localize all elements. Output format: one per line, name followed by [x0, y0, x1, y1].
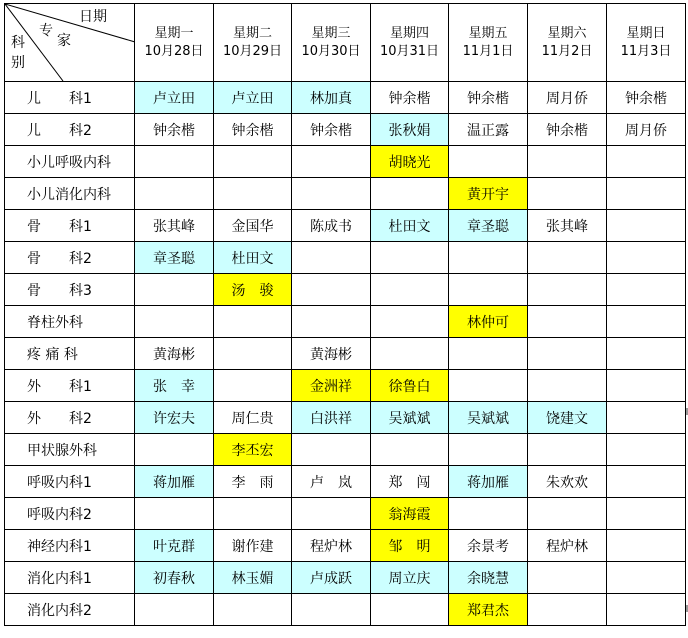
- table-row: [5, 274, 686, 306]
- expert-cell: 朱欢欢: [528, 466, 607, 498]
- expert-cell: [292, 274, 371, 306]
- expert-cell: [292, 306, 371, 338]
- expert-cell: 卢立田: [135, 82, 214, 114]
- expert-cell: 胡晓光: [371, 146, 449, 178]
- expert-cell: [528, 562, 607, 594]
- expert-cell: [214, 178, 292, 210]
- department-cell: 外 科2: [5, 402, 135, 434]
- expert-cell: [292, 594, 371, 626]
- department-cell: 甲状腺外科: [5, 434, 135, 466]
- expert-cell: [292, 498, 371, 530]
- expert-cell: 金国华: [214, 210, 292, 242]
- expert-cell: 程炉林: [292, 530, 371, 562]
- expert-cell: [528, 306, 607, 338]
- table-row: [5, 434, 686, 466]
- expert-cell: [292, 242, 371, 274]
- expert-cell: 林玉媚: [214, 562, 292, 594]
- expert-cell: 张秋娟: [371, 114, 449, 146]
- expert-cell: [135, 178, 214, 210]
- corner-cell: 日期 专 家 科 别: [5, 4, 135, 82]
- expert-cell: [449, 274, 528, 306]
- expert-cell: 翁海霞: [371, 498, 449, 530]
- expert-cell: [607, 434, 686, 466]
- expert-cell: [371, 594, 449, 626]
- expert-cell: [607, 466, 686, 498]
- expert-cell: [528, 274, 607, 306]
- expert-cell: 余晓慧: [449, 562, 528, 594]
- expert-cell: [135, 274, 214, 306]
- expert-cell: [371, 274, 449, 306]
- expert-cell: 吴斌斌: [371, 402, 449, 434]
- department-cell: 呼吸内科1: [5, 466, 135, 498]
- expert-cell: 程炉林: [528, 530, 607, 562]
- expert-cell: [292, 178, 371, 210]
- expert-cell: [214, 306, 292, 338]
- expert-cell: [371, 338, 449, 370]
- expert-cell: [607, 178, 686, 210]
- expert-cell: 黄开宇: [449, 178, 528, 210]
- department-cell: 消化内科1: [5, 562, 135, 594]
- expert-cell: [607, 370, 686, 402]
- expert-cell: 陈成书: [292, 210, 371, 242]
- expert-cell: 章圣聪: [135, 242, 214, 274]
- expert-cell: 谢作建: [214, 530, 292, 562]
- department-cell: 骨 科3: [5, 274, 135, 306]
- expert-cell: [607, 594, 686, 626]
- expert-cell: [528, 434, 607, 466]
- department-cell: 神经内科1: [5, 530, 135, 562]
- department-cell: 骨 科2: [5, 242, 135, 274]
- expert-cell: [371, 178, 449, 210]
- header-row: [5, 4, 686, 82]
- expert-cell: [528, 498, 607, 530]
- expert-cell: [292, 146, 371, 178]
- expert-cell: 卢 岚: [292, 466, 371, 498]
- expert-cell: 张其峰: [135, 210, 214, 242]
- date-label: 11月3日: [620, 43, 672, 59]
- expert-cell: 卢立田: [214, 82, 292, 114]
- expert-cell: [607, 530, 686, 562]
- department-cell: 小儿呼吸内科: [5, 146, 135, 178]
- expert-cell: [449, 146, 528, 178]
- table-row: [5, 562, 686, 594]
- table-row: [5, 210, 686, 242]
- expert-cell: 邹 明: [371, 530, 449, 562]
- expert-cell: [607, 562, 686, 594]
- corner-date-label: 日期: [79, 9, 107, 25]
- expert-cell: 周仁贵: [214, 402, 292, 434]
- weekday-label: 星期一: [154, 25, 194, 41]
- date-label: 10月29日: [222, 43, 283, 59]
- expert-cell: 钟余楷: [292, 114, 371, 146]
- expert-cell: 蒋加雁: [135, 466, 214, 498]
- department-cell: 儿 科2: [5, 114, 135, 146]
- expert-cell: 杜田文: [371, 210, 449, 242]
- expert-cell: [449, 434, 528, 466]
- expert-cell: [528, 338, 607, 370]
- table-row: [5, 530, 686, 562]
- expert-cell: 钟余楷: [371, 82, 449, 114]
- expert-cell: 钟余楷: [607, 82, 686, 114]
- expert-cell: [528, 178, 607, 210]
- expert-cell: [214, 594, 292, 626]
- table-row: [5, 466, 686, 498]
- expert-cell: 张其峰: [528, 210, 607, 242]
- day-header-1: [135, 4, 214, 82]
- department-cell: 呼吸内科2: [5, 498, 135, 530]
- department-cell: 儿 科1: [5, 82, 135, 114]
- expert-cell: [371, 434, 449, 466]
- expert-cell: 周月侨: [528, 82, 607, 114]
- expert-cell: 卢成跃: [292, 562, 371, 594]
- expert-cell: [607, 210, 686, 242]
- weekday-label: 星期日: [626, 25, 666, 41]
- table-row: [5, 306, 686, 338]
- table-row: [5, 594, 686, 626]
- expert-cell: 汤 骏: [214, 274, 292, 306]
- expert-cell: [449, 338, 528, 370]
- table-row: [5, 114, 686, 146]
- expert-cell: [528, 594, 607, 626]
- day-header-3: [292, 4, 371, 82]
- expert-cell: 蒋加雁: [449, 466, 528, 498]
- expert-cell: [371, 242, 449, 274]
- expert-cell: 钟余楷: [214, 114, 292, 146]
- department-cell: 消化内科2: [5, 594, 135, 626]
- expert-cell: [449, 242, 528, 274]
- expert-cell: 黄海彬: [292, 338, 371, 370]
- weekday-label: 星期二: [232, 25, 272, 41]
- expert-cell: 郑君杰: [449, 594, 528, 626]
- expert-schedule-table: [4, 3, 686, 626]
- table-row: [5, 370, 686, 402]
- expert-cell: 钟余楷: [135, 114, 214, 146]
- table-row: [5, 338, 686, 370]
- expert-cell: 叶克群: [135, 530, 214, 562]
- expert-cell: 钟余楷: [449, 82, 528, 114]
- expert-cell: [214, 370, 292, 402]
- department-cell: 小儿消化内科: [5, 178, 135, 210]
- expert-cell: [607, 306, 686, 338]
- expert-cell: 黄海彬: [135, 338, 214, 370]
- expert-cell: 白洪祥: [292, 402, 371, 434]
- department-cell: 外 科1: [5, 370, 135, 402]
- date-label: 10月28日: [144, 43, 204, 59]
- expert-cell: 吴斌斌: [449, 402, 528, 434]
- schedule-body: [5, 4, 686, 626]
- expert-cell: 周立庆: [371, 562, 449, 594]
- date-label: 11月1日: [462, 43, 514, 59]
- expert-cell: 金洲祥: [292, 370, 371, 402]
- expert-cell: 温正露: [449, 114, 528, 146]
- expert-cell: 初春秋: [135, 562, 214, 594]
- expert-cell: 许宏夫: [135, 402, 214, 434]
- date-label: 11月2日: [541, 43, 593, 59]
- table-row: [5, 242, 686, 274]
- expert-cell: [607, 146, 686, 178]
- expert-cell: 徐鲁白: [371, 370, 449, 402]
- day-header-5: [449, 4, 528, 82]
- expert-cell: [528, 242, 607, 274]
- weekday-label: 星期三: [311, 25, 351, 41]
- expert-cell: [214, 338, 292, 370]
- expert-cell: [135, 146, 214, 178]
- expert-cell: [607, 242, 686, 274]
- expert-cell: 章圣聪: [449, 210, 528, 242]
- expert-cell: [607, 274, 686, 306]
- expert-cell: [607, 498, 686, 530]
- expert-cell: 张 幸: [135, 370, 214, 402]
- table-row: [5, 498, 686, 530]
- date-label: 10月31日: [379, 43, 440, 59]
- expert-cell: 林仲可: [449, 306, 528, 338]
- expert-cell: [135, 434, 214, 466]
- expert-cell: 饶建文: [528, 402, 607, 434]
- expert-cell: 杜田文: [214, 242, 292, 274]
- expert-cell: [607, 338, 686, 370]
- expert-cell: [449, 498, 528, 530]
- date-label: 10月30日: [301, 43, 361, 59]
- expert-cell: [135, 594, 214, 626]
- table-row: [5, 178, 686, 210]
- department-cell: 骨 科1: [5, 210, 135, 242]
- expert-cell: [528, 370, 607, 402]
- day-header-6: [528, 4, 607, 82]
- expert-cell: [292, 434, 371, 466]
- expert-cell: 郑 闯: [371, 466, 449, 498]
- weekday-label: 星期六: [547, 25, 587, 41]
- weekday-label: 星期四: [389, 25, 429, 41]
- table-row: [5, 146, 686, 178]
- day-header-7: [607, 4, 686, 82]
- expert-cell: [371, 306, 449, 338]
- expert-cell: [214, 498, 292, 530]
- expert-cell: [214, 146, 292, 178]
- expert-cell: 钟余楷: [528, 114, 607, 146]
- expert-cell: [607, 402, 686, 434]
- expert-cell: [449, 370, 528, 402]
- day-header-2: [214, 4, 292, 82]
- expert-cell: 林加真: [292, 82, 371, 114]
- expert-cell: [135, 498, 214, 530]
- expert-cell: [135, 306, 214, 338]
- department-cell: 脊柱外科: [5, 306, 135, 338]
- weekday-label: 星期五: [468, 25, 508, 41]
- expert-cell: [528, 146, 607, 178]
- department-cell: 疼 痛 科: [5, 338, 135, 370]
- day-header-4: [371, 4, 449, 82]
- expert-cell: 余景考: [449, 530, 528, 562]
- expert-cell: 李 雨: [214, 466, 292, 498]
- table-row: [5, 82, 686, 114]
- table-row: [5, 402, 686, 434]
- expert-cell: 周月侨: [607, 114, 686, 146]
- expert-cell: 李丕宏: [214, 434, 292, 466]
